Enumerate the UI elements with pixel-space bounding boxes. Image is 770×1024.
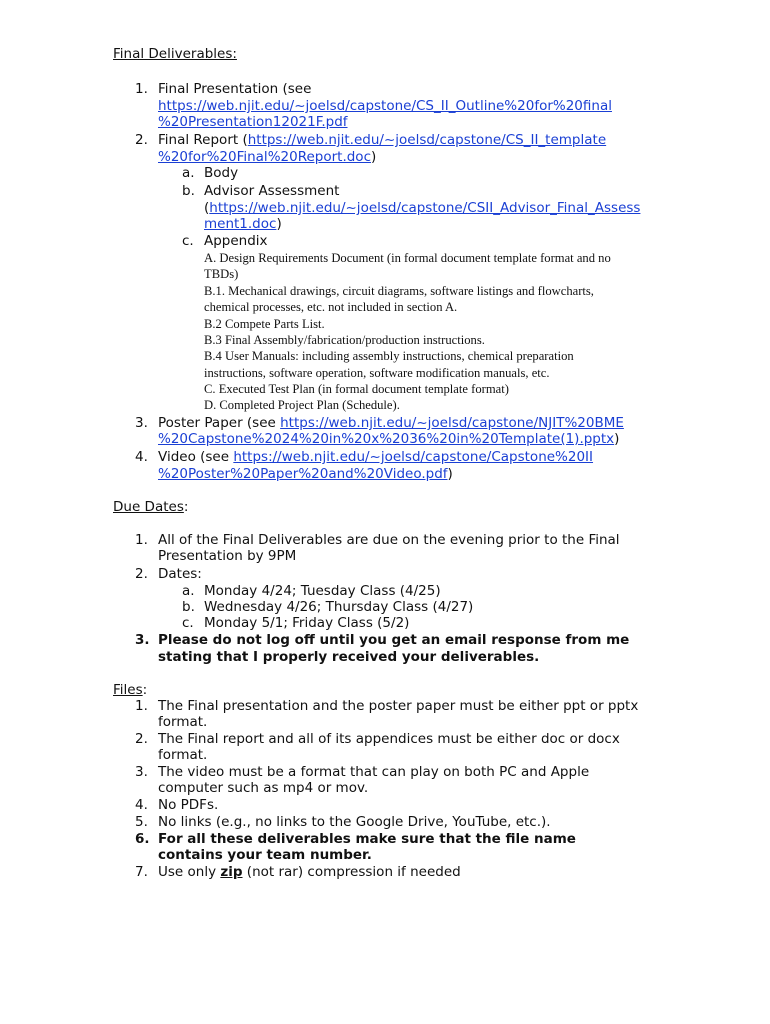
due-2c-text: Monday 5/1; Friday Class (5/2) <box>204 615 410 631</box>
deliverable-4-number: 4. <box>135 449 148 465</box>
deliverable-2b-link-line1-wrap <box>204 200 640 216</box>
deliverable-2-link-line2[interactable]: %20for%20Final%20Report.doc <box>158 149 371 165</box>
files-7-pre: Use only <box>158 864 221 880</box>
due-2-text: Dates: <box>158 566 202 582</box>
due-2c-letter: c. <box>182 615 194 631</box>
due-3-line1: Please do not log off until you get an email response from me <box>158 632 630 648</box>
deliverable-2c-letter: c. <box>182 233 194 249</box>
due-2b-text: Wednesday 4/26; Thursday Class (4/27) <box>204 599 474 615</box>
due-3-number: 3. <box>135 632 150 648</box>
deliverable-2a-letter: a. <box>182 165 195 181</box>
due-2-number: 2. <box>135 566 148 582</box>
appendix-line: A. Design Requirements Document (in formal document template format and no <box>204 251 611 265</box>
deliverable-3-link-line1[interactable]: https://web.njit.edu/~joelsd/capstone/NJIT%20BME <box>280 415 624 431</box>
files-7-line1 <box>158 864 461 880</box>
deliverable-4-line1 <box>158 449 593 465</box>
due-2b-letter: b. <box>182 599 195 615</box>
deliverable-1-number: 1. <box>135 81 148 97</box>
deliverable-3-link-line2[interactable]: %20Capstone%2024%20in%20x%2036%20in%20Template(1).pptx <box>158 431 615 447</box>
deliverable-3-suffix: ) <box>614 431 620 447</box>
deliverable-4-link-line1[interactable]: https://web.njit.edu/~joelsd/capstone/Capstone%20II <box>233 449 594 465</box>
deliverable-2-line1 <box>158 132 606 148</box>
due-dates-heading: Due Dates <box>113 499 184 515</box>
deliverable-2b-open-paren: ( <box>204 200 210 216</box>
deliverable-3-number: 3. <box>135 415 148 431</box>
files-2-line2: format. <box>158 747 208 763</box>
deliverable-2b-close-paren: ) <box>276 216 282 232</box>
deliverable-2b-text: Advisor Assessment <box>204 183 340 199</box>
files-4-line1: No PDFs. <box>158 797 219 813</box>
appendix-line: TBDs) <box>204 267 239 281</box>
files-5-number: 5. <box>135 814 148 830</box>
files-heading-wrap <box>113 682 147 698</box>
deliverable-2b-letter: b. <box>182 183 195 199</box>
appendix-line: B.1. Mechanical drawings, circuit diagrams, software listings and flowcharts, <box>204 284 594 298</box>
deliverable-3-line2 <box>158 431 619 447</box>
deliverable-4-link-line2[interactable]: %20Poster%20Paper%20and%20Video.pdf <box>158 466 448 482</box>
appendix-line: D. Completed Project Plan (Schedule). <box>204 398 400 412</box>
files-2-line1: The Final report and all of its appendices must be either doc or docx <box>158 731 620 747</box>
deliverable-1-text: Final Presentation (see <box>158 81 312 97</box>
due-2a-text: Monday 4/24; Tuesday Class (4/25) <box>204 583 441 599</box>
deliverable-2a-text: Body <box>204 165 239 181</box>
files-7-number: 7. <box>135 864 148 880</box>
deliverable-2-number: 2. <box>135 132 148 148</box>
deliverable-4-line2 <box>158 466 453 482</box>
deliverable-2b-link-line2-wrap <box>204 216 282 232</box>
final-deliverables-heading: Final Deliverables: <box>113 46 237 62</box>
deliverable-2-prefix: Final Report ( <box>158 132 248 148</box>
appendix-line: instructions, software operation, software modification manuals, etc. <box>204 366 550 380</box>
deliverable-2b-link-line1[interactable]: https://web.njit.edu/~joelsd/capstone/CSII_Advisor_Final_Assess <box>209 200 641 216</box>
deliverable-2b-link-line2[interactable]: ment1.doc <box>204 216 277 232</box>
files-1-line1: The Final presentation and the poster paper must be either ppt or pptx <box>158 698 639 714</box>
deliverable-2-link-line1[interactable]: https://web.njit.edu/~joelsd/capstone/CS_II_template <box>247 132 607 148</box>
deliverable-2-suffix: ) <box>371 149 377 165</box>
files-3-line1: The video must be a format that can play on both PC and Apple <box>158 764 590 780</box>
files-5-line1: No links (e.g., no links to the Google Drive, YouTube, etc.). <box>158 814 551 830</box>
deliverable-3-line1 <box>158 415 624 431</box>
due-dates-colon: : <box>183 499 189 515</box>
deliverable-3-prefix: Poster Paper (see <box>158 415 281 431</box>
files-7-post: (not rar) compression if needed <box>242 864 461 880</box>
deliverable-2-line2 <box>158 149 376 165</box>
due-3-line2: stating that I properly received your deliverables. <box>158 649 540 665</box>
files-3-number: 3. <box>135 764 148 780</box>
files-3-line2: computer such as mp4 or mov. <box>158 780 369 796</box>
due-1-line2: Presentation by 9PM <box>158 548 297 564</box>
files-1-line2: format. <box>158 714 208 730</box>
files-2-number: 2. <box>135 731 148 747</box>
appendix-line: B.3 Final Assembly/fabrication/production instructions. <box>204 333 485 347</box>
appendix-line: B.4 User Manuals: including assembly instructions, chemical preparation <box>204 349 574 363</box>
files-6-line1: For all these deliverables make sure that the file name <box>158 831 576 847</box>
files-7-zip: zip <box>220 864 243 880</box>
files-6-number: 6. <box>135 831 150 847</box>
files-1-number: 1. <box>135 698 148 714</box>
files-4-number: 4. <box>135 797 148 813</box>
files-6-line2: contains your team number. <box>158 847 372 863</box>
appendix-line: chemical processes, etc. not included in section A. <box>204 300 458 314</box>
deliverable-4-prefix: Video (see <box>158 449 234 465</box>
due-2a-letter: a. <box>182 583 195 599</box>
deliverable-4-suffix: ) <box>447 466 453 482</box>
files-heading: Files <box>113 682 143 698</box>
deliverable-2c-text: Appendix <box>204 233 268 249</box>
files-colon: : <box>142 682 148 698</box>
appendix-line: C. Executed Test Plan (in formal document template format) <box>204 382 509 396</box>
due-dates-heading-wrap <box>113 499 188 515</box>
due-1-number: 1. <box>135 532 148 548</box>
deliverable-1-link-line2[interactable]: %20Presentation12021F.pdf <box>158 114 348 130</box>
deliverable-1-link-line1[interactable]: https://web.njit.edu/~joelsd/capstone/CS_II_Outline%20for%20final <box>158 98 612 114</box>
due-1-line1: All of the Final Deliverables are due on the evening prior to the Final <box>158 532 620 548</box>
appendix-line: B.2 Compete Parts List. <box>204 317 325 331</box>
